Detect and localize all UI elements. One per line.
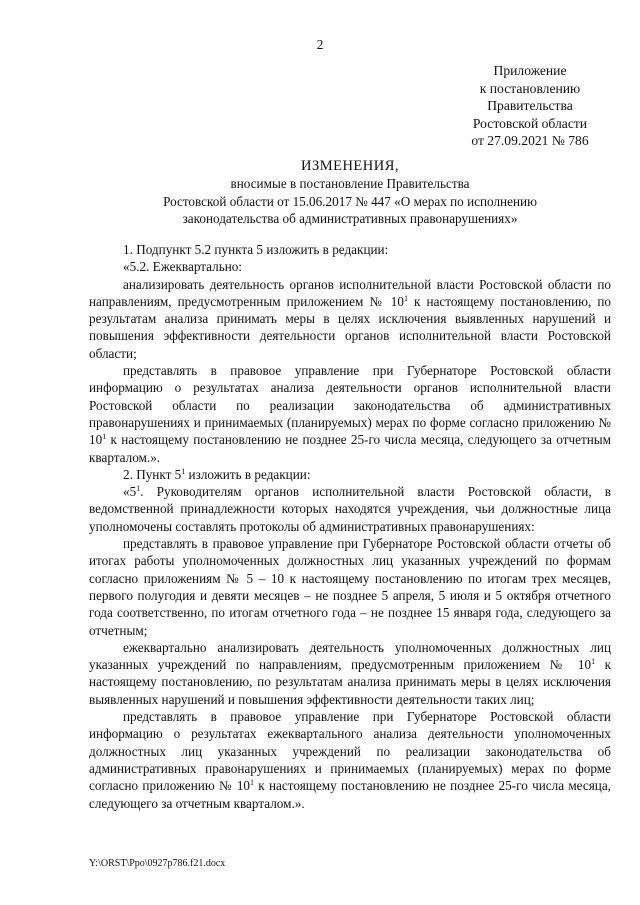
paragraph: ежеквартально анализировать деятельность уполномоченных должностных лиц указанных учреждений по направлениям, предусмотренным приложением № $10^1$ к настоящему постановлению, по результатам анализа принимать меры в целях исключения выявленных нарушений и повышения эффективности деятельности таких лиц;	[89, 639, 611, 707]
title-line: вносимые в постановление Правительства	[230, 176, 470, 192]
appendix-line: Правительства	[487, 98, 573, 113]
title-line: Ростовской области от 15.06.2017 № 447 «О мерах по исполнению	[163, 193, 537, 209]
appendix-line: от 27.09.2021 № 786	[471, 133, 589, 148]
paragraph: «5.2. Ежеквартально:	[123, 259, 243, 275]
page-number: 2	[316, 37, 324, 52]
paragraph: представлять в правовое управление при Губернаторе Ростовской области информацию о результатах ежеквартального анализа деятельности уполномоченных должностных лиц указанных учреждений по реализации законодательства об административных правонарушениях и принимаемых (планируемых) мерах по форме согласно приложению № $10^1$ к настоящему постановлению не позднее 25-го числа месяца, следующего за отчетным кварталом.».	[89, 709, 611, 811]
paragraph: представлять в правовое управление при Губернаторе Ростовской области информацию о результатах анализа деятельности органов исполнительной власти Ростовской области по реализации законодательства об административных правонарушениях и принимаемых (планируемых) мерах по форме согласно приложению № $10^1$ к настоящему постановлению не позднее 25-го числа месяца, следующего за отчетным кварталом.».	[89, 363, 611, 465]
document-body	[89, 241, 611, 812]
appendix-line: к постановлению	[479, 80, 581, 96]
appendix-line: Ростовской области	[472, 115, 588, 131]
paragraph: «$5^1$. Руководителям органов исполнительной власти Ростовской области, в ведомственной принадлежности которых находятся учреждения, чьи должностные лица уполномочены составлять протоколы об административных правонарушениях:	[89, 484, 611, 534]
title-line: законодательства об административных правонарушениях»	[182, 210, 518, 226]
appendix-line: Приложение	[493, 63, 567, 78]
file-path-footer: Y:\ORST\Ppo\0927p786.f21.docx	[89, 858, 226, 869]
paragraph: анализировать деятельность органов исполнительной власти Ростовской области по направлениям, предусмотренным приложением № $10^1$ к настоящему постановлению, по результатам анализа принимать меры в целях исключения выявленных нарушений и повышения эффективности деятельности органов исполнительной власти Ростовской области;	[89, 276, 612, 361]
title-heading: ИЗМЕНЕНИЯ,	[300, 158, 400, 174]
paragraph: 2. Пункт $5^1$ изложить в редакции:	[123, 466, 311, 482]
paragraph: 1. Подпункт 5.2 пункта 5 изложить в редакции:	[123, 242, 389, 257]
paragraph: представлять в правовое управление при Губернаторе Ростовской области отчеты об итогах работы уполномоченных должностных лиц указанных учреждений по формам согласно приложениям № 5 – 10 к настоящему постановлению по итогам трех месяцев, первого полугодия и девяти месяцев – не позднее 5 апреля, 5 июля и 5 октября отчетного года соответственно, по итогам отчетного года – не позднее 15 января года, следующего за отчетным;	[89, 536, 611, 638]
document-title	[0, 158, 640, 227]
appendix-block	[430, 62, 630, 150]
